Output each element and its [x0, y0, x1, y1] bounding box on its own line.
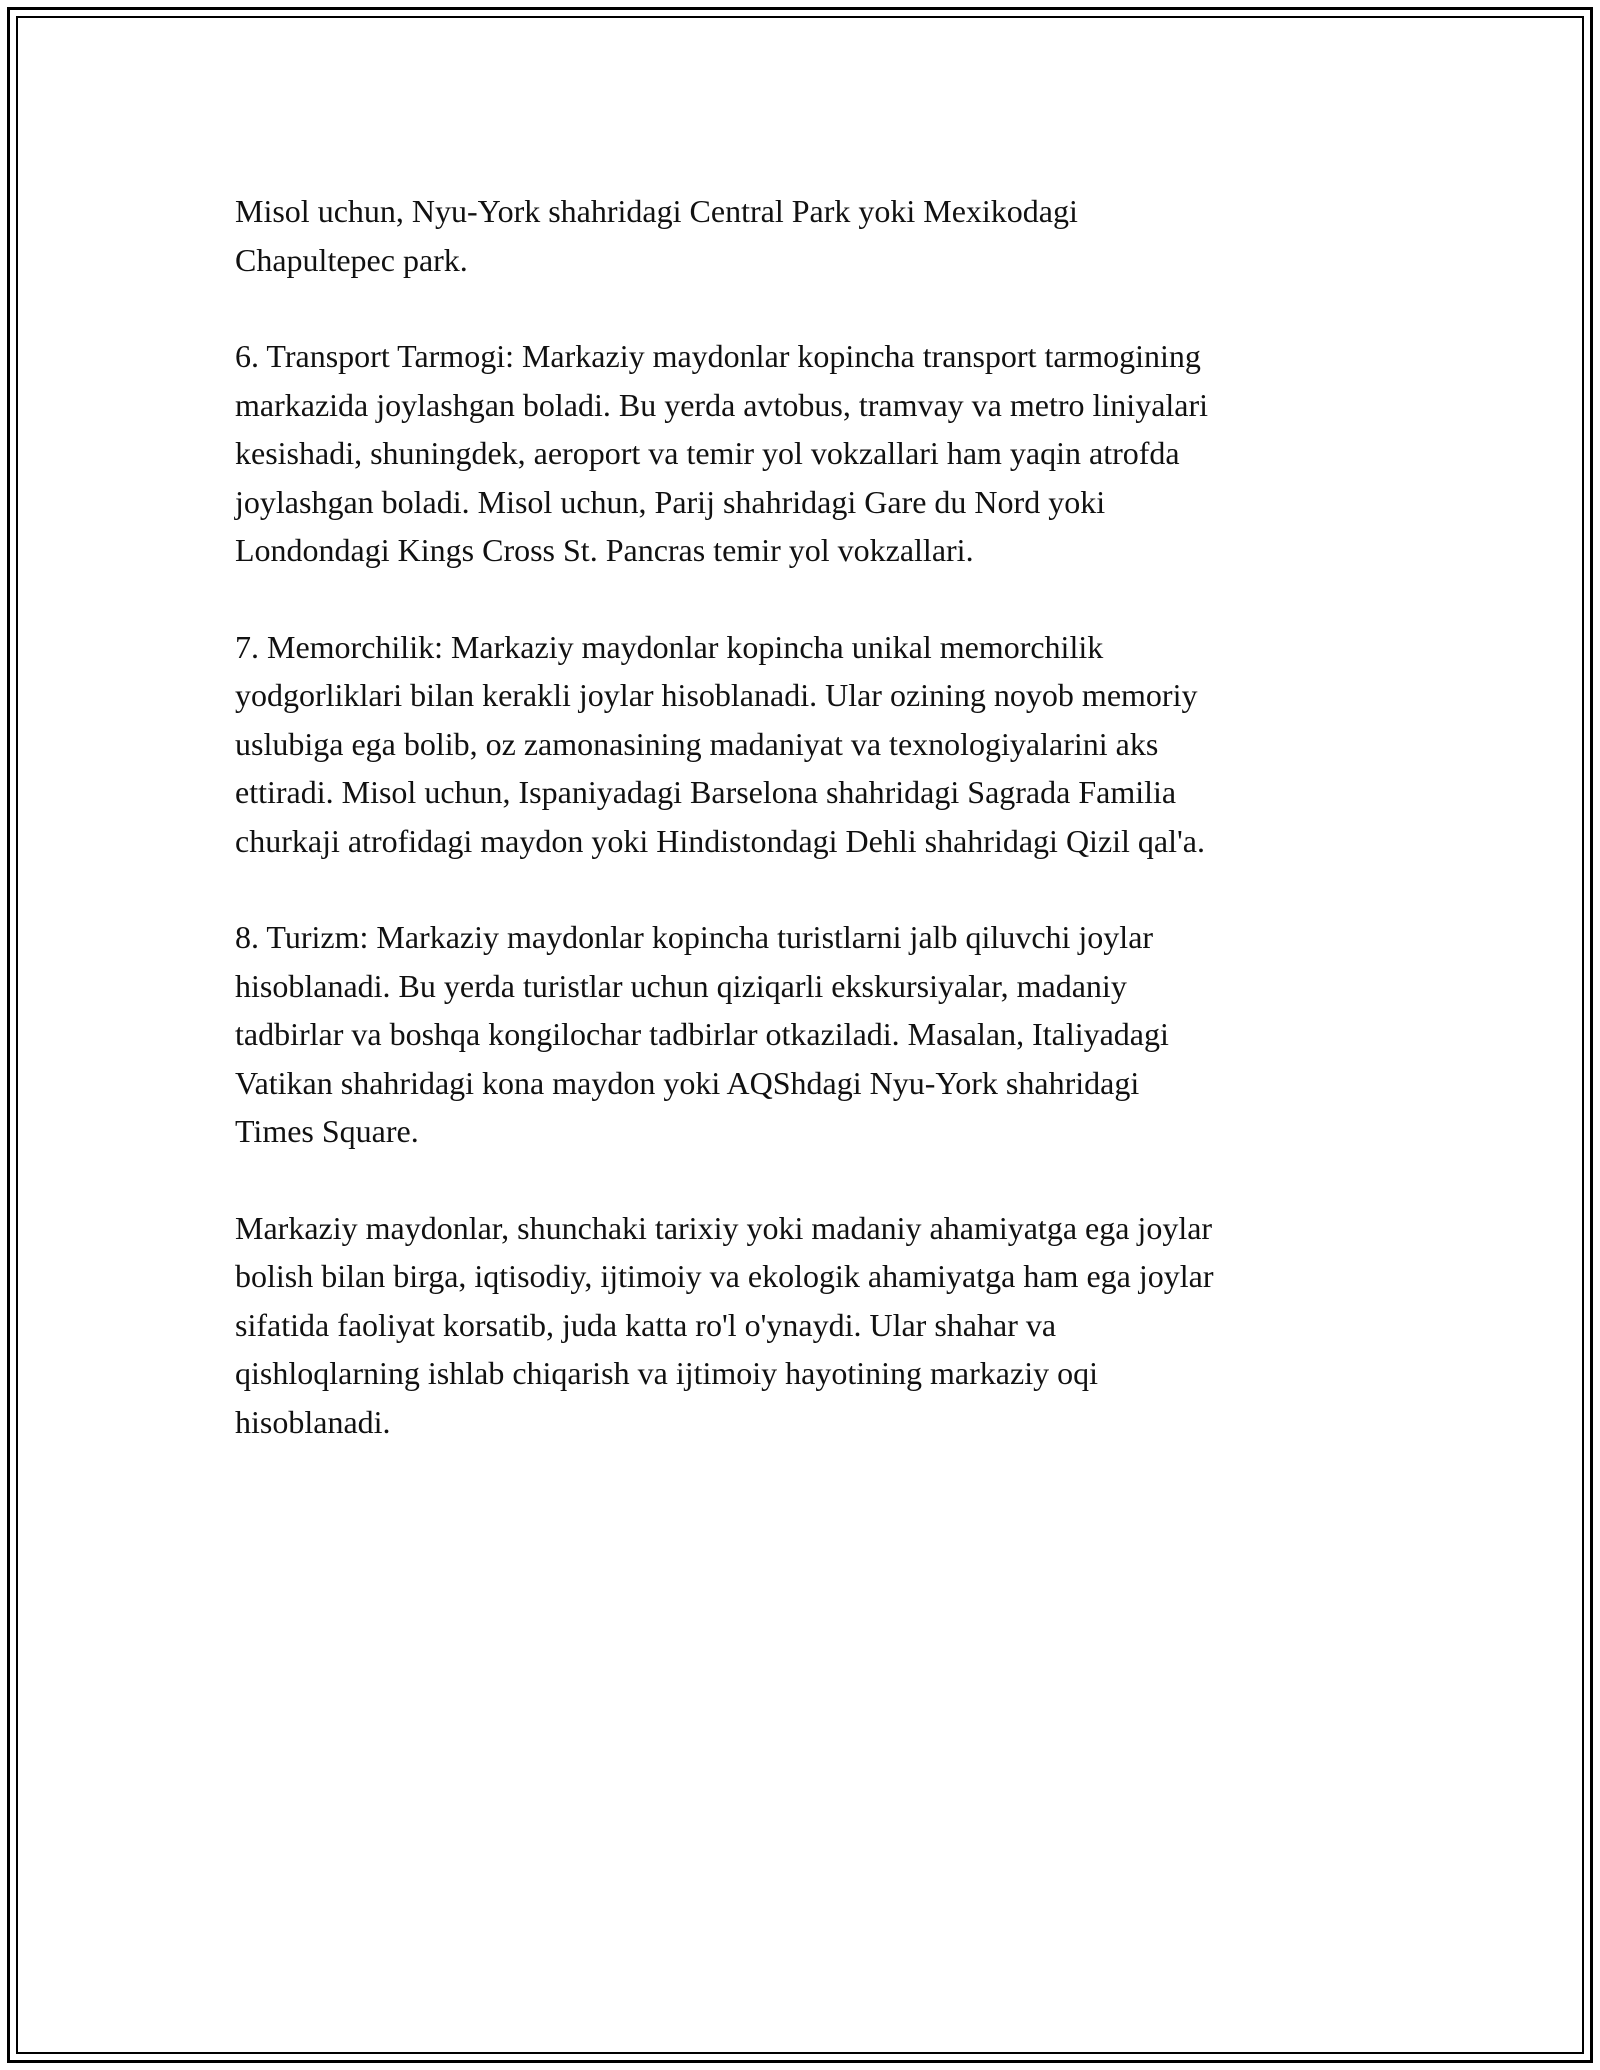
paragraph-conclusion: Markaziy maydonlar, shunchaki tarixiy yoki madaniy ahamiyatga ega joylar bolish bilan birga, iqtisodiy, ijtimoiy va ekologik ahamiyatga ham ega joylar sifatida faoliyat korsatib, juda katta ro'l o'ynaydi. Ular shahar va qishloqlarning ishlab chiqarish va ijtimoiy hayotining markaziy oqi hisoblanadi.	[235, 1209, 1214, 1440]
paragraph-transport: 6. Transport Tarmogi: Markaziy maydonlar kopincha transport tarmogining markazida joylashgan boladi. Bu yerda avtobus, tramvay va metro liniyalari kesishadi, shuningdek, aeroport va temir yol vokzallari ham yaqin atrofda joylashgan boladi. Misol uchun, Parij shahridagi Gare du Nord yoki Londondagi Kings Cross St. Pancras temir yol vokzallari.	[235, 338, 1209, 568]
paragraph-architecture: 7. Memorchilik: Markaziy maydonlar kopincha unikal memorchilik yodgorliklari bilan kerakli joylar hisoblanadi. Ular ozining noyob memoriy uslubiga ega bolib, oz zamonasining madaniyat va texnologiyalarini aks ettiradi. Misol uchun, Ispaniyadagi Barselona shahridagi Sagrada Familia churkaji atrofidagi maydon yoki Hindistondagi Dehli shahridagi Qizil qal'a.	[235, 628, 1205, 859]
paragraph-tourism: 8. Turizm: Markaziy maydonlar kopincha turistlarni jalb qiluvchi joylar hisoblanadi. Bu yerda turistlar uchun qiziqarli ekskursiyalar, madaniy tadbirlar va boshqa kongilochar tadbirlar otkaziladi. Masalan, Italiyadagi Vatikan shahridagi kona maydon yoki AQShdagi Nyu-York shahridagi Times Square.	[235, 919, 1169, 1149]
paragraph-intro-example: Misol uchun, Nyu-York shahridagi Central Park yoki Mexikodagi Chapultepec park.	[235, 193, 1078, 278]
document-body	[235, 187, 1385, 1494]
